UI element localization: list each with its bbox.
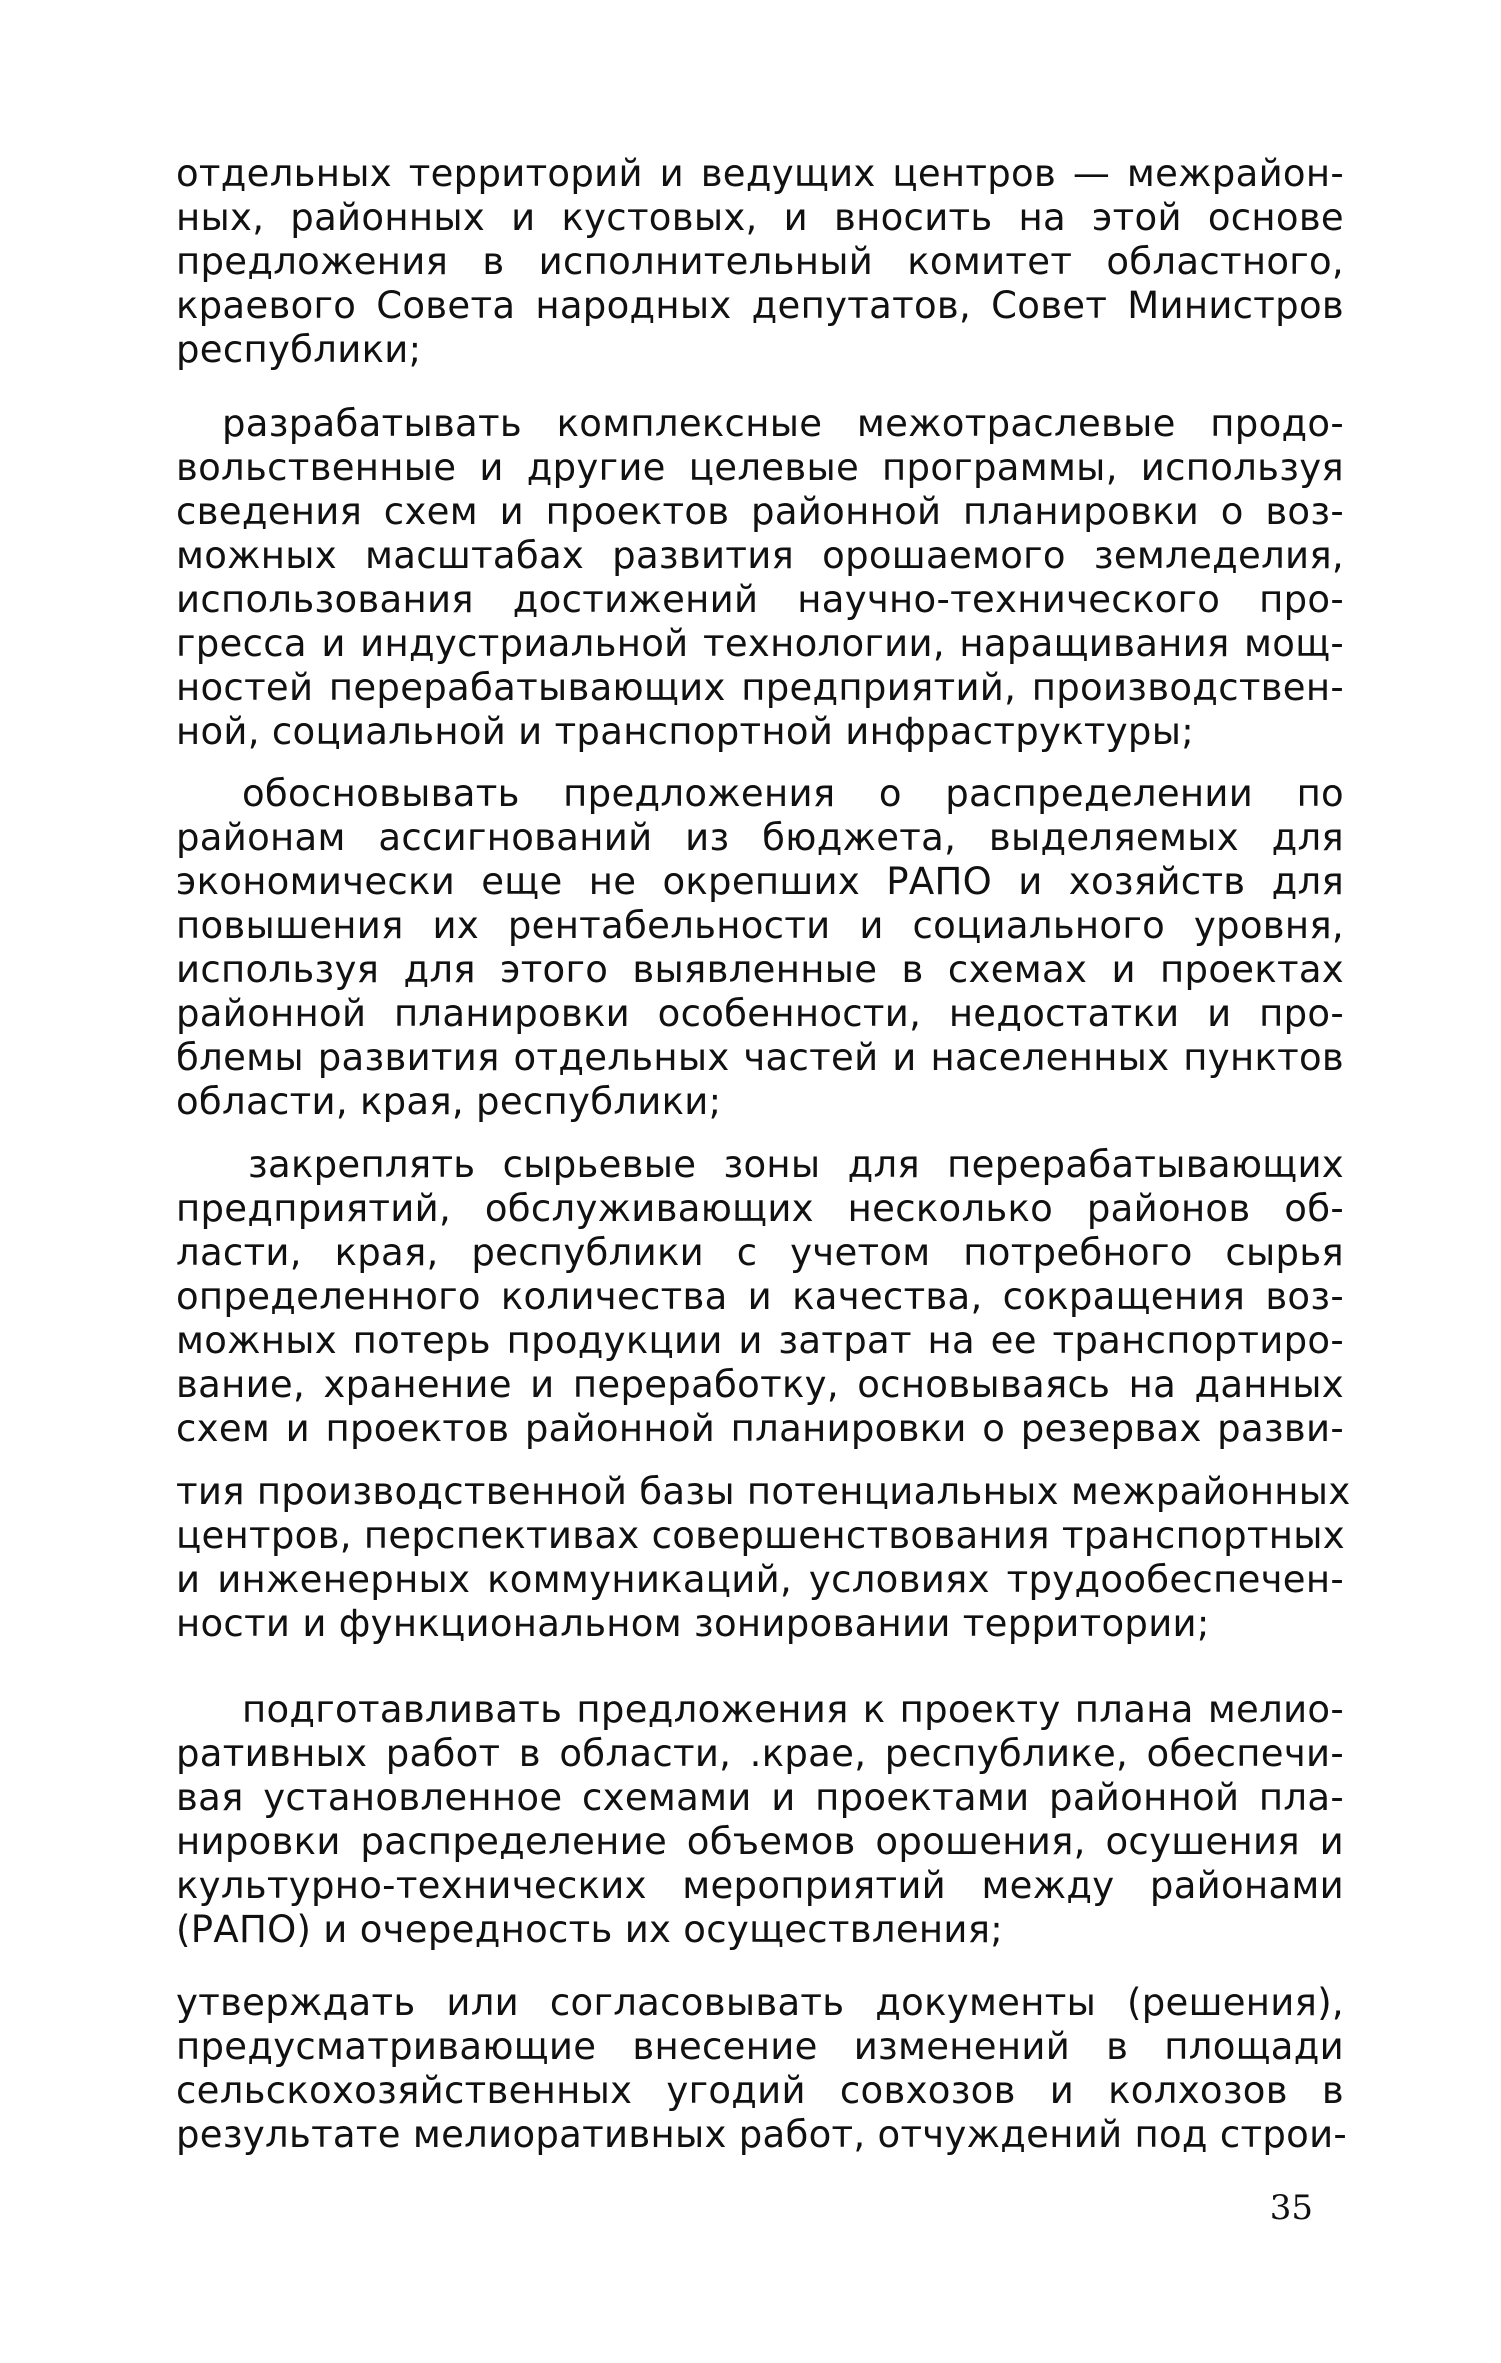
text-line: вольственные и другие целевые программы, используя (176, 446, 1344, 489)
text-line: тия производственной базы потенциальных межрайонных (176, 1470, 1351, 1513)
text-line: ласти, края, республики с учетом потребного сырья (176, 1231, 1344, 1274)
text-line: краевого Совета народных депутатов, Совет Министров (176, 284, 1344, 327)
text-line: области, края, республики; (176, 1080, 722, 1123)
paragraph-melioration-plan (176, 1688, 1344, 1952)
text-line: вая установленное схемами и проектами районной пла- (176, 1776, 1344, 1819)
text-line: центров, перспективах совершенствования транспортных (176, 1514, 1345, 1557)
text-line: (РАПО) и очередность их осуществления; (176, 1908, 1004, 1951)
text-line: повышения их рентабельности и социального уровня, (176, 904, 1344, 947)
text-line: схем и проектов районной планировки о резервах разви- (176, 1407, 1344, 1450)
paragraph-food-programs (176, 402, 1344, 754)
text-line: подготавливать предложения к проекту плана мелио- (242, 1688, 1344, 1731)
text-line: можных масштабах развития орошаемого земледелия, (176, 534, 1344, 577)
text-line: сельскохозяйственных угодий совхозов и колхозов в (176, 2069, 1344, 2112)
text-line: ративных работ в области, .крае, республике, обеспечи- (176, 1732, 1344, 1775)
text-line: районной планировки особенности, недостатки и про- (176, 992, 1344, 1035)
text-line: использования достижений научно-технического про- (176, 578, 1344, 621)
text-line: вание, хранение и переработку, основываясь на данных (176, 1363, 1344, 1406)
text-line: культурно-технических мероприятий между районами (176, 1864, 1344, 1907)
text-line: обосновывать предложения о распределении по (242, 772, 1344, 815)
text-line: можных потерь продукции и затрат на ее транспортиро- (176, 1319, 1344, 1362)
paragraph-approve-documents (176, 1981, 1348, 2157)
text-line: республики; (176, 328, 422, 371)
text-line: районам ассигнований из бюджета, выделяемых для (176, 816, 1344, 859)
text-line: и инженерных коммуникаций, условиях трудообеспечен- (176, 1558, 1344, 1601)
text-line: экономически еще не окрепших РАПО и хозяйств для (176, 860, 1344, 903)
text-line: блемы развития отдельных частей и населенных пунктов (176, 1036, 1344, 1079)
text-line: ной, социальной и транспортной инфраструктуры; (176, 710, 1195, 753)
paragraph-territories-centers (176, 152, 1344, 372)
text-line: предприятий, обслуживающих несколько районов об- (176, 1187, 1344, 1230)
page-number: 35 (1269, 2188, 1313, 2228)
text-line: гресса и индустриальной технологии, наращивания мощ- (176, 622, 1344, 665)
paragraph-budget-allocations (176, 772, 1344, 1124)
text-line: предложения в исполнительный комитет областного, (176, 240, 1344, 283)
text-line: ности и функциональном зонировании территории; (176, 1602, 1210, 1645)
text-line: результате мелиоративных работ, отчуждений под строи- (176, 2113, 1348, 2156)
text-line: используя для этого выявленные в схемах и проектах (176, 948, 1344, 991)
text-line: определенного количества и качества, сокращения воз- (176, 1275, 1344, 1318)
text-line: ностей перерабатывающих предприятий, производствен- (176, 666, 1344, 709)
text-line: нировки распределение объемов орошения, осушения и (176, 1820, 1344, 1863)
text-line: утверждать или согласовывать документы (решения), (176, 1981, 1344, 2024)
text-line: разрабатывать комплексные межотраслевые продо- (222, 402, 1344, 445)
paragraph-production-base (176, 1470, 1351, 1646)
text-line: предусматривающие внесение изменений в площади (176, 2025, 1344, 2068)
text-line: сведения схем и проектов районной планировки о воз- (176, 490, 1344, 533)
paragraph-raw-material-zones (176, 1143, 1344, 1451)
text-line: закреплять сырьевые зоны для перерабатывающих (248, 1143, 1344, 1186)
text-line: ных, районных и кустовых, и вносить на этой основе (176, 196, 1344, 239)
text-line: отдельных территорий и ведущих центров — межрайон- (176, 152, 1344, 195)
